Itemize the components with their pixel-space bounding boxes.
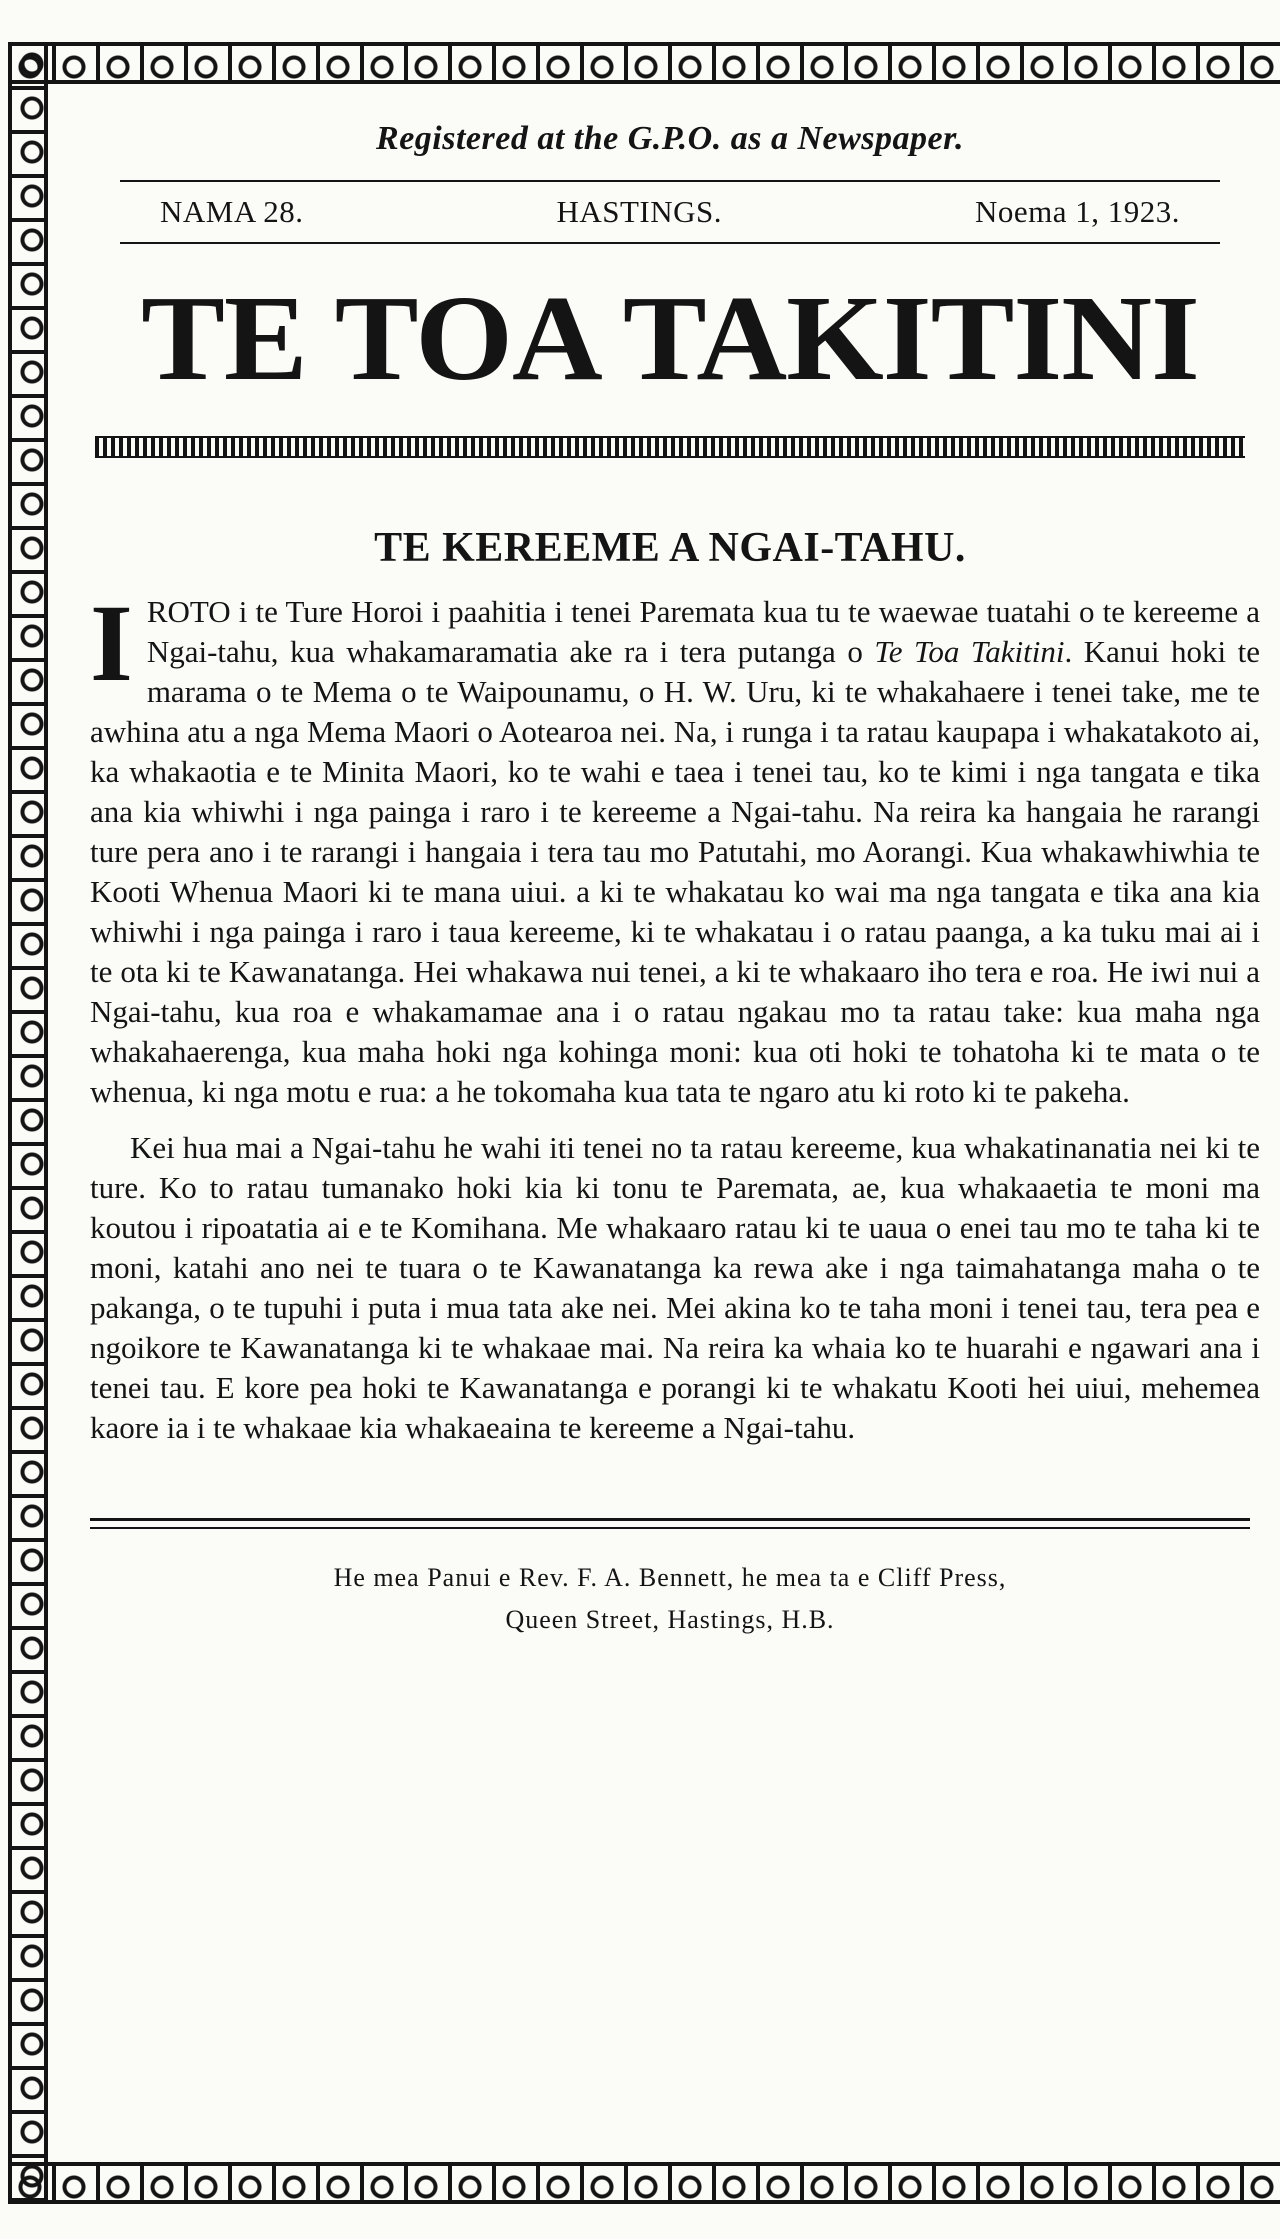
ornamental-border-top: [8, 42, 1280, 84]
article-paragraph-1: [90, 582, 1261, 1112]
issue-number: NAMA 28.: [160, 194, 304, 229]
imprint-line-1: He mea Panui e Rev. F. A. Bennett, he mea ta e Cliff Press,: [333, 1563, 1007, 1592]
imprint: [90, 1557, 1250, 1641]
imprint-line-2: Queen Street, Hastings, H.B.: [505, 1605, 835, 1634]
footer-double-rule: [90, 1518, 1250, 1529]
registration-notice: Registered at the G.P.O. as a Newspaper.: [376, 120, 964, 157]
paragraph-1-text-a: ROTO i te Ture Horoi i paahitia i tenei Paremata kua tu te waewae tuatahi o te kereeme a Ngai-tahu, kua whakamaramatia ake ra i tera putanga o: [146, 594, 1260, 669]
article-body: [90, 582, 1261, 1448]
newspaper-name-italic: Te Toa Takitini: [874, 634, 1065, 669]
article-headline: TE KEREEME A NGAI-TAHU.: [374, 525, 966, 571]
issue-date: Noema 1, 1923.: [974, 194, 1180, 229]
newspaper-page: [90, 110, 1261, 1641]
article-paragraph-2: Kei hua mai a Ngai-tahu he wahi iti tenei no ta ratau kereeme, kua whakatinanatia nei ki te ture. Ko to ratau tumanako hoki kia ki tonu te Paremata, ae, kua whakaaetia te moni ma koutou i ripoatatia ai e te Komihana. Me whakaaro ratau ki te uaua o enei tau mo te taha ki te moni, katahi ano nei te tuara o te Kawanatanga ka rewa ake i nga taimahatanga maha o te pakanga, o te tupuhi i puta i mua tata ake nei. Mei akina ko te taha moni i tenei tau, tera pea e ngoikore te Kawanatanga ki te whakaae mai. Na reira ka whaia ko te huarahi e ngawari ana i tenei tau. E kore pea hoki te Kawanatanga e porangi ki te whakatu Kooti hei uiui, mehemea kaore ia i te whakaae kia whakaeaina te kereeme a Ngai-tahu.: [90, 1130, 1260, 1445]
paragraph-1-text-b: . Kanui hoki te marama o te Mema o te Waipounamu, o H. W. Uru, ki te whakahaere i tenei take, me te awhina atu a nga Mema Maori o Aotearoa nei. Na, i runga i ta ratau kaupapa i whakatakoto ai, ka whakaotia e te Minita Maori, ko te wahi e taea i tenei tau, ko te kimi i nga tangata e tika ana kia whiwhi i nga painga i raro i te kereeme a Ngai-tahu. Na reira ka hangaia he rarangi ture pera ano i te rarangi i hangaia i tera tau mo Patutahi, mo Aorangi. Kua whakawhiwhia te Kooti Whenua Maori ki te mana uiui. a ki te whakatau ko wai ma nga tangata e tika ana kia whiwhi i nga painga i raro i taua kereeme, ki te whakatau i o ratau paanga, a ka tuku mai ai i te ota ki te Kawanatanga. Hei whakawa nui tenei, a ki te whakaaro iho tera e roa. He iwi nui a Ngai-tahu, kua roa e whakamamae ana i o ratau ngakau mo ta ratau take: kua maha nga whakahaerenga, kua maha hoki nga kohinga moni: kua oti hoki te tohatoha ki te mata o te whenua, ki nga motu e rua: a he tokomaha kua tata te ngaro atu ki roto ki te pakeha.: [90, 634, 1261, 1109]
dateline: [120, 182, 1220, 242]
masthead-title: TE TOA TAKITINI: [141, 271, 1199, 406]
place-name: HASTINGS.: [556, 194, 723, 229]
ornamental-border-left: [8, 42, 48, 2204]
header-rule-bottom: [120, 242, 1220, 244]
ornamental-bar: [95, 436, 1245, 458]
ornamental-border-bottom: [8, 2162, 1280, 2204]
drop-cap: I: [90, 582, 133, 704]
